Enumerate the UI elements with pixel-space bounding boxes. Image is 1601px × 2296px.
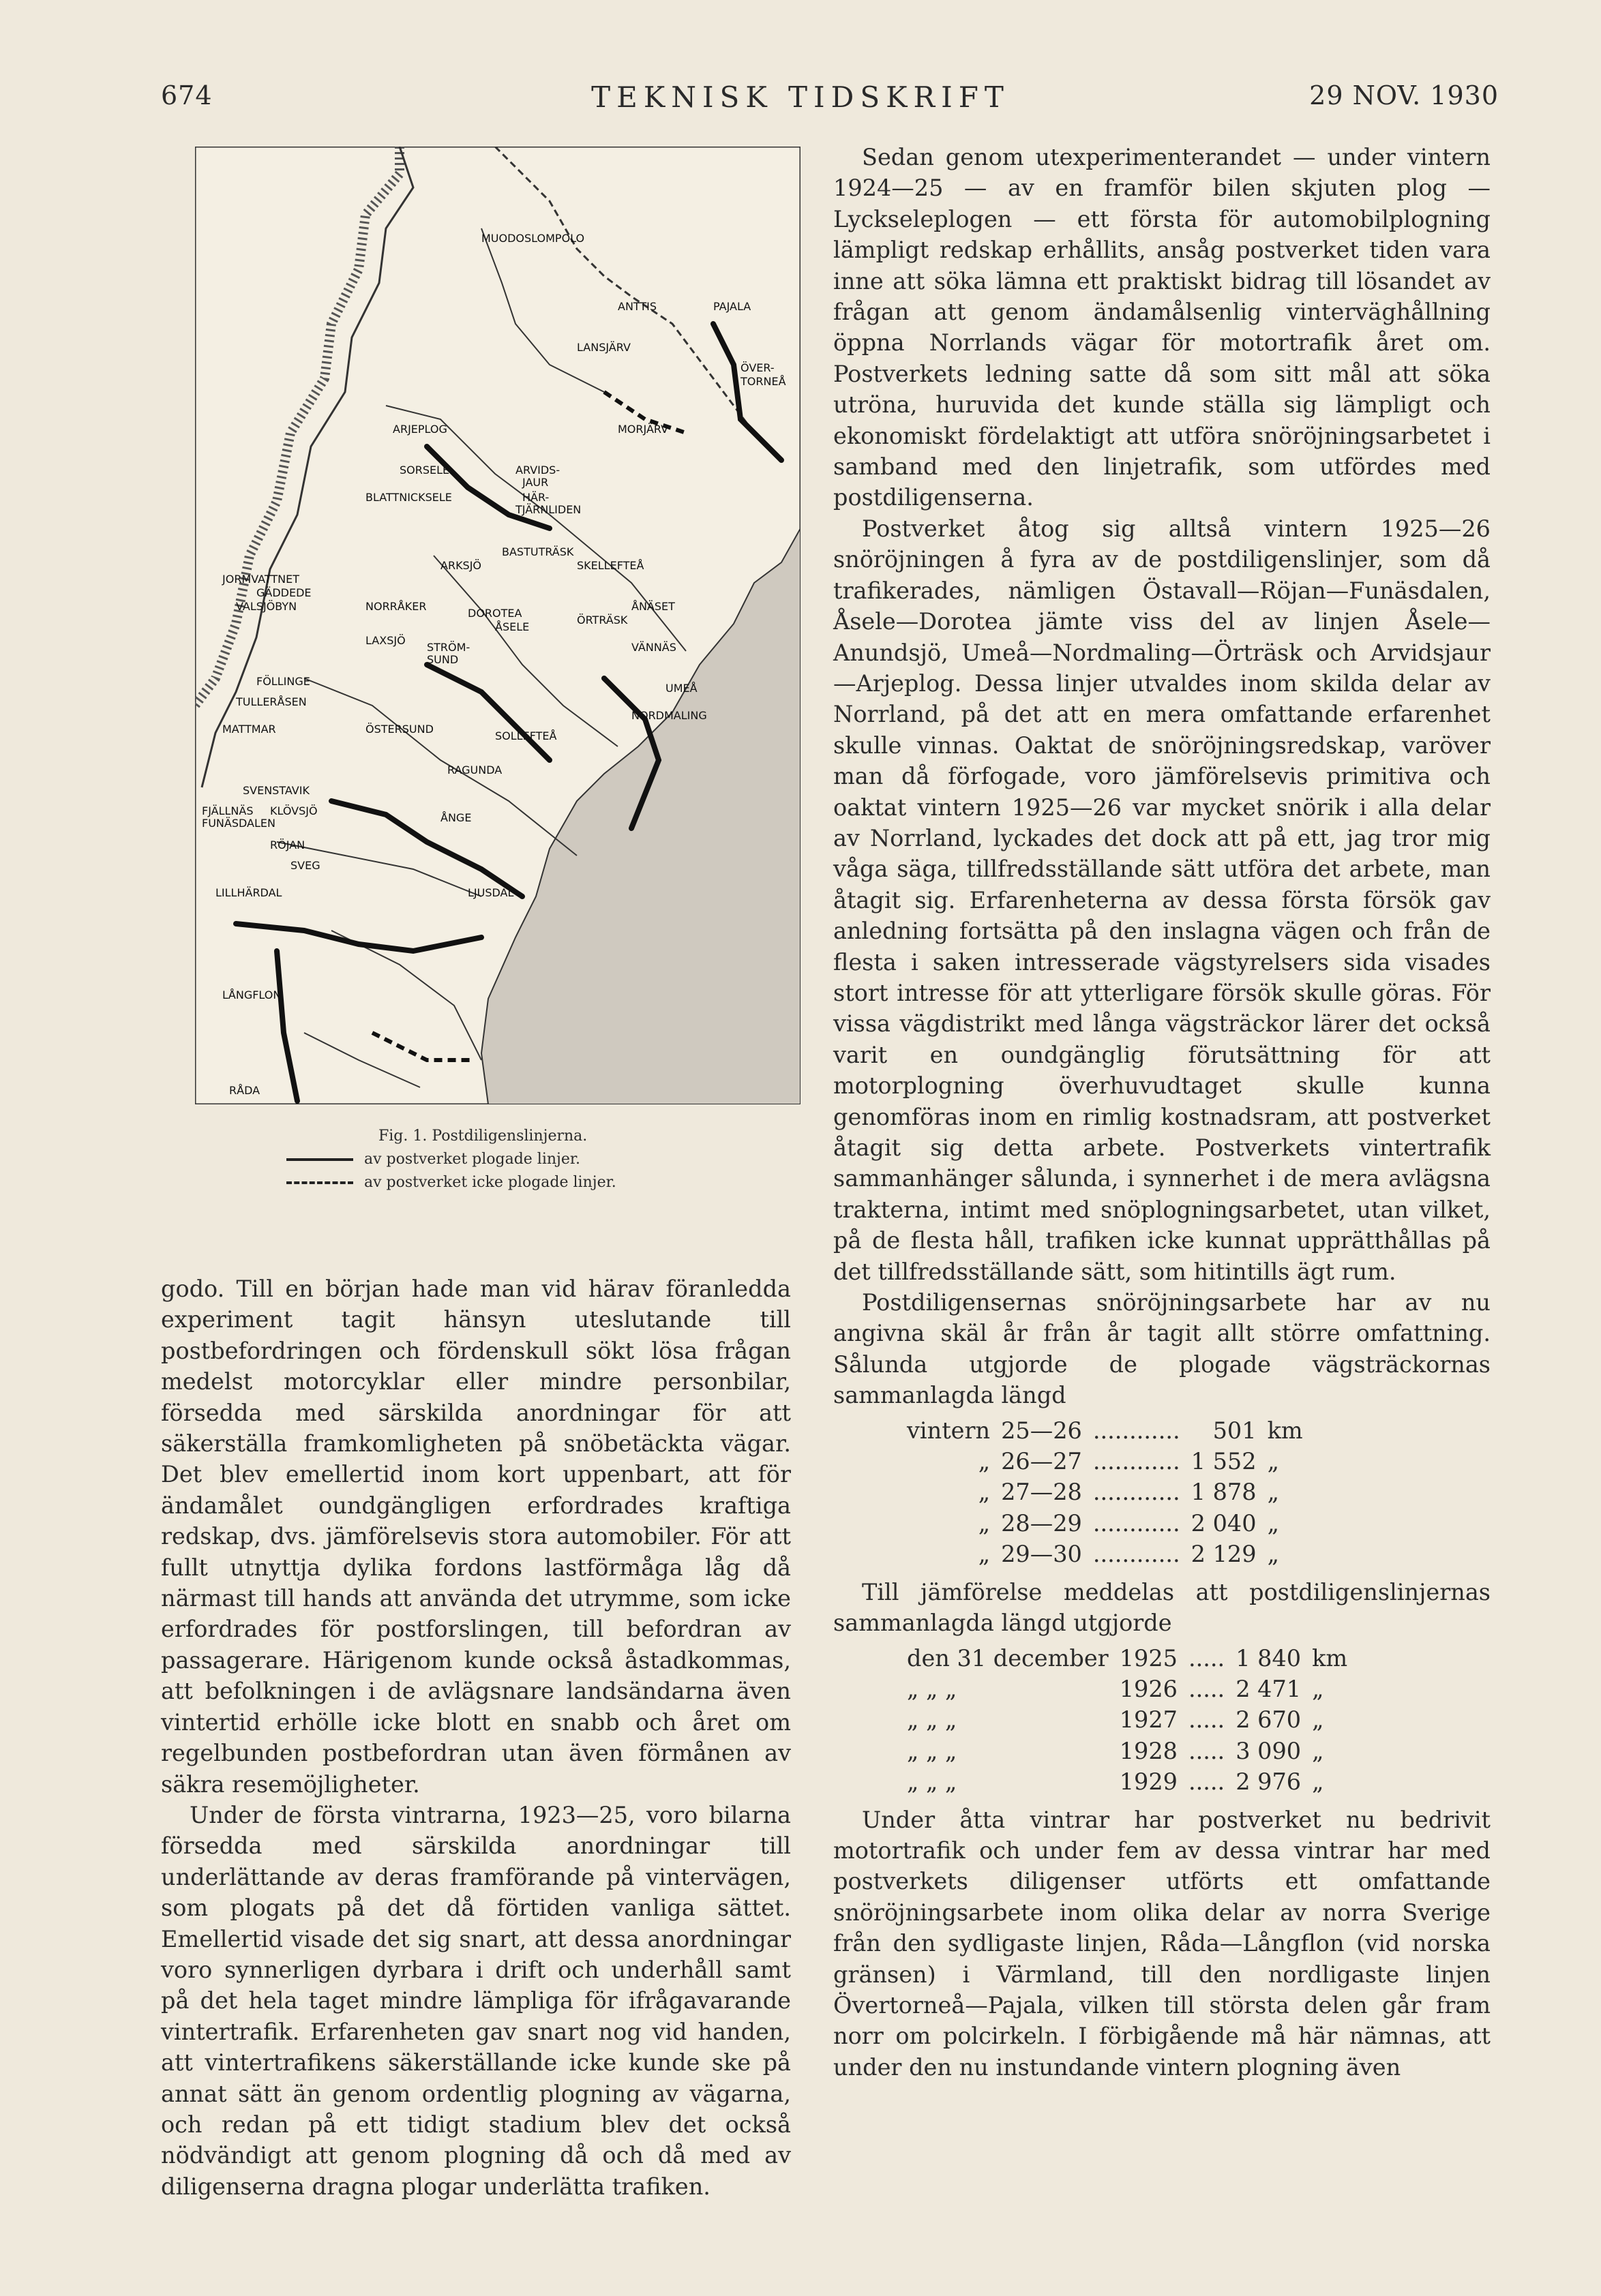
- paragraph: Till jämförelse meddelas att postdiligenslinjernas sammanlagda längd utgjorde: [833, 1578, 1491, 1637]
- table-cell: 2 670: [1236, 1706, 1302, 1734]
- svg-text:TJÄRNLIDEN: TJÄRNLIDEN: [515, 503, 582, 516]
- table-cell: „: [978, 1479, 991, 1506]
- svg-text:RÖJAN: RÖJAN: [270, 839, 305, 851]
- table-cell: „ „ „: [907, 1675, 957, 1702]
- table-cell: 1925: [1119, 1644, 1178, 1672]
- paragraph: Postverket åtog sig alltså vintern 1925—26 snöröjningen å fyra av de postdiligenslinjer, som då trafikerades, nämligen Östavall—Röjan—Funäsdalen, Åsele—Dorotea jämte viss del av linjen Åsele—Anundsjö, Umeå—Nordmaling—Örträsk och Arvidsjaur—Arjeplog. Dessa linjer utvaldes inom skilda delar av Norrland, på det att en mera omfattande erfarenhet skulle vinnas. Oaktat de snöröjningsredskap, varöver man då förfogade, voro jämförelsevis primitiva och oaktat vintern 1925—26 var mycket snörik i alla delar av Norrland, lyckades det dock att på ett, jag tror mig våga säga, tillfredsställande sätt utföra det arbete, man åtagit sig. Erfarenheterna av dessa första försök gav anledning fortsätta på den inslagna vägen och från de flesta i saken intresserade vägstyrelsers sida visades stort intresse för att ytterligare försök skulle göras. För vissa vägdistrikt med långa vägsträckor lärer det också varit en oundgänglig förutsättning för att motorplogning överhuvudtaget skulle kunna genomföras inom en rimlig kostnadsram, att postverket åtagit sig detta arbete. Postverkets vintertrafik sammanhänger sålunda, i synnerhet i de mera avlägsna trakterna, intimt med snöplogningsarbetet, utan vilket, på de flesta håll, trafiken icke kunnat upprätthållas på det tillfredsställande sätt, som hitintills ägt rum.: [833, 515, 1491, 1285]
- svg-text:JAUR: JAUR: [522, 476, 549, 489]
- svg-text:ÅNGE: ÅNGE: [440, 811, 472, 824]
- legend-plowed: [286, 1148, 616, 1171]
- svg-text:STRÖM-: STRÖM-: [427, 641, 470, 654]
- svg-text:NORDMALING: NORDMALING: [631, 709, 707, 722]
- svg-text:SOLLEFTEÅ: SOLLEFTEÅ: [495, 729, 557, 742]
- legend-plowed-label: av postverket plogade linjer.: [364, 1151, 580, 1168]
- table-cell: .....: [1188, 1644, 1225, 1672]
- total-length-table: [901, 1643, 1353, 1798]
- svg-text:LANSJÄRV: LANSJÄRV: [577, 341, 631, 354]
- svg-text:MUODOSLOMPOLO: MUODOSLOMPOLO: [481, 232, 585, 245]
- svg-text:NORRÅKER: NORRÅKER: [365, 600, 427, 613]
- table-cell: vintern: [907, 1417, 991, 1444]
- table-cell: 3 090: [1236, 1737, 1302, 1764]
- svg-text:TORNEÅ: TORNEÅ: [740, 375, 786, 388]
- caption-title: Fig. 1. Postdiligenslinjerna.: [378, 1128, 588, 1145]
- table-cell: .....: [1188, 1675, 1225, 1702]
- table-cell: km: [1267, 1417, 1303, 1444]
- table-cell: 1926: [1119, 1675, 1178, 1702]
- table-cell: „: [1267, 1541, 1279, 1568]
- table-cell: „ „ „: [907, 1737, 957, 1764]
- table-row: [901, 1704, 1353, 1735]
- svg-text:LILLHÄRDAL: LILLHÄRDAL: [215, 886, 282, 899]
- table-cell: „: [1267, 1479, 1279, 1506]
- table-cell: 1928: [1119, 1737, 1178, 1764]
- table-cell: „: [1312, 1675, 1324, 1702]
- table-cell: ............: [1092, 1541, 1180, 1568]
- svg-text:SORSELE: SORSELE: [400, 464, 450, 477]
- svg-text:LAXSJÖ: LAXSJÖ: [365, 634, 406, 647]
- svg-text:ÅSELE: ÅSELE: [495, 620, 530, 633]
- table-row: [901, 1477, 1308, 1507]
- issue-date: 29 NOV. 1930: [1309, 80, 1499, 110]
- legend-not-plowed: [286, 1171, 616, 1194]
- svg-text:UMEÅ: UMEÅ: [665, 682, 698, 695]
- table-cell: ............: [1092, 1479, 1180, 1506]
- left-column: [161, 1273, 791, 2202]
- table-cell: 1 552: [1191, 1448, 1257, 1475]
- table-row: [901, 1674, 1353, 1704]
- svg-text:KLÖVSJÖ: KLÖVSJÖ: [270, 804, 318, 817]
- table-cell: „: [978, 1541, 991, 1568]
- table-cell: „: [1312, 1737, 1324, 1764]
- svg-text:ÖRTRÄSK: ÖRTRÄSK: [577, 614, 628, 626]
- table-cell: .....: [1188, 1768, 1225, 1796]
- table-cell: .....: [1188, 1706, 1225, 1734]
- paragraph: godo. Till en början hade man vid härav föranledda experiment tagit hänsyn uteslutande till postbefordringen och fördenskull sökt lösa frågan medelst motorcyklar eller mindre personbilar, försedda med särskilda anordningar för att säkerställa framkomligheten på snöbetäckta vägar. Det blev emellertid inom kort uppenbart, att för ändamålet oundgängligen erfordrades kraftiga redskap, dvs. jämförelsevis stora automobiler. För att fullt utnyttja dylika fordons lastförmåga låg då närmast till hands att använda det utrymme, som icke erfordrades för postforslingen, till befordran av passagerare. Härigenom kunde också åstadkommas, att befolkningen i de avlägsnare landsändarna även vintertid erhölle icke blott en snabb och året om regelbunden postbefordran utan även förmånen av säkra resemöjligheter.: [161, 1275, 791, 1798]
- table-cell: „: [978, 1509, 991, 1537]
- table-cell: 28—29: [1001, 1509, 1082, 1537]
- table-cell: 29—30: [1001, 1541, 1082, 1568]
- table-cell: 1 878: [1191, 1479, 1257, 1506]
- svg-text:MATTMAR: MATTMAR: [222, 723, 276, 736]
- svg-text:SVEG: SVEG: [290, 859, 320, 872]
- svg-text:FUNÄSDALEN: FUNÄSDALEN: [202, 817, 275, 830]
- table-row: [901, 1539, 1308, 1569]
- table-cell: 1 840: [1236, 1644, 1302, 1672]
- svg-text:DOROTEA: DOROTEA: [468, 607, 522, 620]
- svg-text:TULLERÅSEN: TULLERÅSEN: [236, 695, 307, 708]
- table-cell: den 31 december: [907, 1644, 1109, 1672]
- table-cell: 2 471: [1236, 1675, 1302, 1702]
- dashed-line-symbol: [286, 1181, 353, 1184]
- svg-text:LJUSDAL: LJUSDAL: [468, 886, 514, 899]
- table-row: [901, 1643, 1353, 1674]
- plowed-length-table: [901, 1415, 1308, 1570]
- svg-text:JORMVATTNET: JORMVATTNET: [222, 573, 299, 586]
- paragraph: Postdiligensernas snöröjningsarbete har av nu angivna skäl år från år tagit allt större omfattning. Sålunda utgjorde de plogade vägsträckornas sammanlagda längd: [833, 1289, 1491, 1409]
- table-cell: .....: [1188, 1737, 1225, 1764]
- svg-text:LÅNGFLON: LÅNGFLON: [222, 988, 282, 1001]
- page-number: 674: [161, 80, 213, 110]
- svg-text:MORJÄRV: MORJÄRV: [618, 423, 669, 436]
- svg-text:SKELLEFTEÅ: SKELLEFTEÅ: [577, 559, 644, 572]
- svg-text:ANTTIS: ANTTIS: [618, 300, 657, 313]
- svg-text:ARJEPLOG: ARJEPLOG: [393, 423, 447, 436]
- table-cell: 1927: [1119, 1706, 1178, 1734]
- table-cell: 2 040: [1191, 1509, 1257, 1537]
- table-cell: „: [1267, 1448, 1279, 1475]
- svg-text:ARVIDS-: ARVIDS-: [515, 464, 560, 477]
- table-cell: 501: [1212, 1417, 1257, 1444]
- svg-text:FÖLLINGE: FÖLLINGE: [256, 675, 310, 688]
- table-row: [901, 1415, 1308, 1446]
- table-cell: 1929: [1119, 1768, 1178, 1796]
- svg-text:HÄR-: HÄR-: [522, 491, 550, 504]
- svg-text:SVENSTAVIK: SVENSTAVIK: [243, 784, 310, 797]
- paragraph: Sedan genom utexperimenterandet — under vintern 1924—25 — av en framför bilen skjuten plog — Lyckseleplogen — ett första för automobilplogning lämpligt redskap erhållits, ansåg postverket tiden vara inne att söka lämna ett praktiskt bidrag till lösandet av frågan att genom ändamålsenlig vinterväghållning öppna Norrlands vägar för motortrafik året om. Postverkets ledning satte då som sitt mål att söka utröna, huruvida det kunde ställa sig lämpligt och ekonomiskt fördelaktigt att utföra snöröjningsarbetet i samband med den linjetrafik, som utfördes med postdiligenserna.: [833, 144, 1491, 511]
- route-map: [195, 147, 800, 1104]
- svg-text:PAJALA: PAJALA: [713, 300, 751, 313]
- svg-text:SUND: SUND: [427, 653, 459, 666]
- table-row: [901, 1766, 1353, 1797]
- svg-text:BLATTNICKSELE: BLATTNICKSELE: [365, 491, 452, 504]
- legend-not-plowed-label: av postverket icke plogade linjer.: [364, 1174, 616, 1191]
- table-row: [901, 1508, 1308, 1539]
- paragraph: Under åtta vintrar har postverket nu bedrivit motortrafik och under fem av dessa vintrar har med postverkets diligenser utförts ett omfattande snöröjningsarbete inom olika delar av norra Sverige från den sydligaste linjen, Råda—Långflon (vid norska gränsen) i Värmland, till den nordligaste linjen Övertorneå—Pajala, vilken till största delen går fram norr om polcirkeln. I förbigående må här nämnas, att under den nu instundande vintern plogning även: [833, 1806, 1491, 2081]
- table-cell: 26—27: [1001, 1448, 1082, 1475]
- table-cell: 25—26: [1001, 1417, 1082, 1444]
- table-cell: „ „ „: [907, 1706, 957, 1734]
- table-cell: „ „ „: [907, 1768, 957, 1796]
- table-cell: 2 976: [1236, 1768, 1302, 1796]
- svg-text:ÖSTERSUND: ÖSTERSUND: [365, 723, 434, 736]
- svg-text:VÄNNÄS: VÄNNÄS: [631, 641, 676, 654]
- svg-text:RAGUNDA: RAGUNDA: [447, 764, 503, 776]
- table-cell: „: [1312, 1768, 1324, 1796]
- table-cell: ............: [1092, 1509, 1180, 1537]
- figure-caption: [286, 1125, 616, 1194]
- svg-text:ÅNÄSET: ÅNÄSET: [631, 600, 675, 613]
- svg-text:VALSJÖBYN: VALSJÖBYN: [236, 600, 297, 613]
- table-cell: 2 129: [1191, 1541, 1257, 1568]
- svg-text:GÄDDEDE: GÄDDEDE: [256, 586, 312, 599]
- table-cell: ............: [1092, 1417, 1180, 1444]
- solid-line-symbol: [286, 1158, 353, 1161]
- svg-text:BASTUTRÄSK: BASTUTRÄSK: [502, 545, 574, 558]
- svg-text:RÅDA: RÅDA: [229, 1084, 260, 1097]
- paragraph: Under de första vintrarna, 1923—25, voro bilarna försedda med särskilda anordningar till underlättande av deras framförande på vintervägen, som plogats på det då förtiden vanliga sättet. Emellertid visade det sig snart, att dessa anordningar voro synnerligen dyrbara i drift och underhåll samt på det hela taget mindre lämpliga för ifrågavarande vintertrafik. Erfarenheten gav snart nog vid handen, att vintertrafikens säkerställande icke kunde ske på annat sätt än genom ordentlig plogning av vägarna, och redan på ett tidigt stadium blev det också nödvändigt att genom plogning då och då med av diligenserna dragna plogar underlätta trafiken.: [161, 1801, 791, 2200]
- table-cell: „: [978, 1448, 991, 1475]
- svg-text:ARKSJÖ: ARKSJÖ: [440, 559, 482, 572]
- table-cell: „: [1312, 1706, 1324, 1734]
- table-row: [901, 1446, 1308, 1477]
- right-column: [833, 142, 1491, 2083]
- table-cell: „: [1267, 1509, 1279, 1537]
- table-cell: km: [1312, 1644, 1348, 1672]
- table-cell: 27—28: [1001, 1479, 1082, 1506]
- journal-title: TEKNISK TIDSKRIFT: [591, 80, 1010, 114]
- table-cell: ............: [1092, 1448, 1180, 1475]
- table-row: [901, 1736, 1353, 1766]
- svg-text:FJÄLLNÄS: FJÄLLNÄS: [202, 804, 254, 817]
- svg-text:ÖVER-: ÖVER-: [740, 361, 775, 374]
